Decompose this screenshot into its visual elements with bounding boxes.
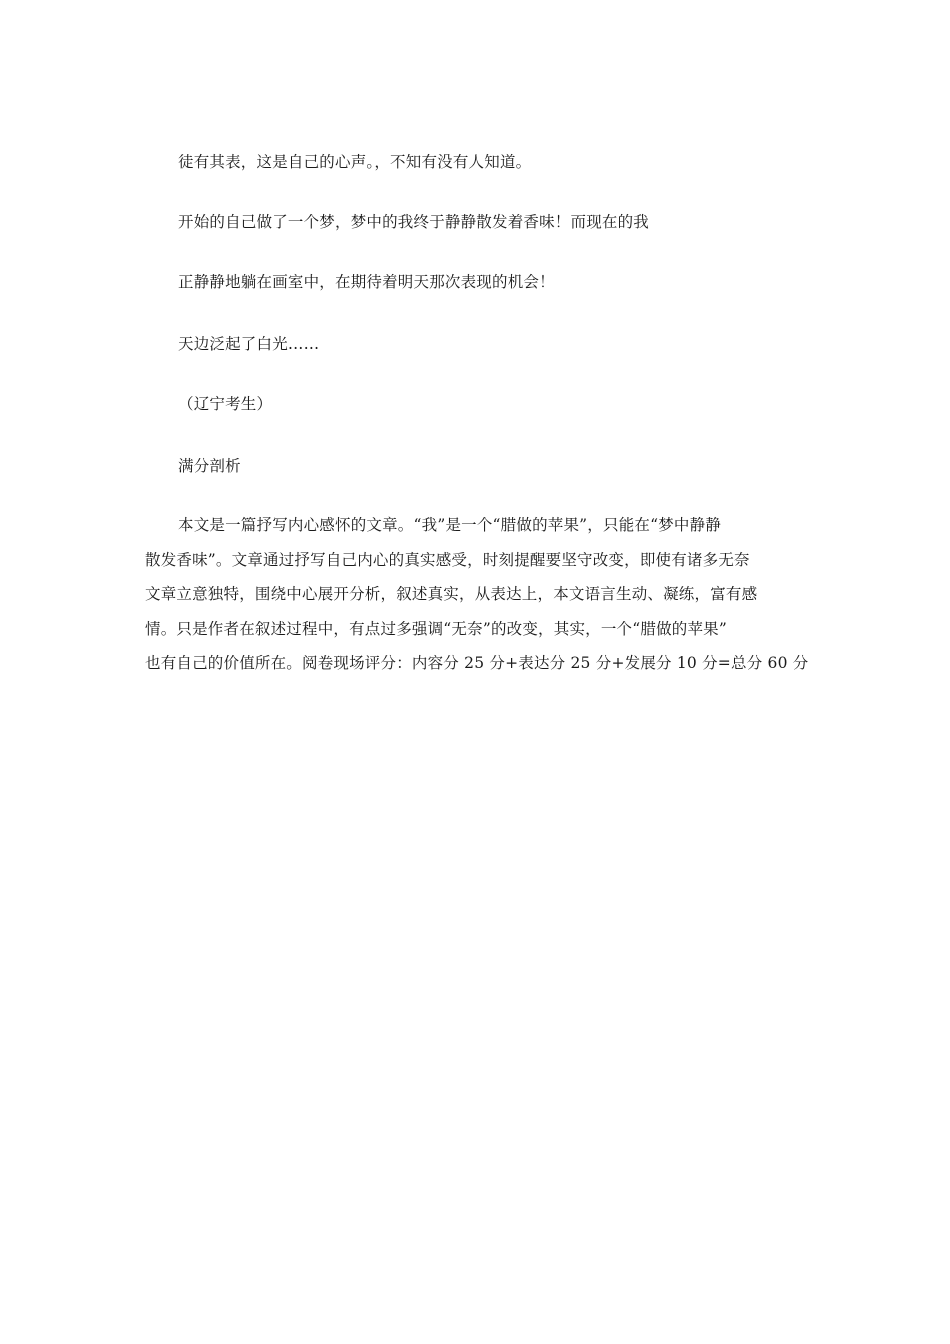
text-line-1: 徒有其表，这是自己的心声。，不知有没有人知道。	[178, 153, 532, 171]
analysis-line-5: 也有自己的价值所在。阅卷现场评分：内容分 25 分+表达分 25 分+发展分 10 分=总分 60 分	[145, 654, 809, 672]
text-line-3: 正静静地躺在画室中，在期待着明天那次表现的机会！	[178, 273, 555, 291]
text-line-4: 天边泛起了白光……	[178, 335, 320, 353]
author-note: （辽宁考生）	[178, 395, 273, 413]
analysis-line-1: 本文是一篇抒写内心感怀的文章。“我”是一个“腊做的苹果”，只能在“梦中静静	[178, 516, 722, 534]
analysis-line-4: 情。只是作者在叙述过程中，有点过多强调“无奈”的改变，其实，一个“腊做的苹果”	[145, 619, 727, 638]
analysis-line-2: 散发香味”。文章通过抒写自己内心的真实感受，时刻提醒要坚守改变，即使有诸多无奈	[145, 550, 750, 569]
analysis-line-3: 文章立意独特，围绕中心展开分析，叙述真实，从表达上，本文语言生动、凝练，富有感	[145, 585, 758, 603]
text-line-2: 开始的自己做了一个梦，梦中的我终于静静散发着香味！而现在的我	[178, 213, 650, 231]
analysis-paragraph	[145, 508, 810, 681]
section-heading: 满分剖析	[178, 457, 241, 475]
